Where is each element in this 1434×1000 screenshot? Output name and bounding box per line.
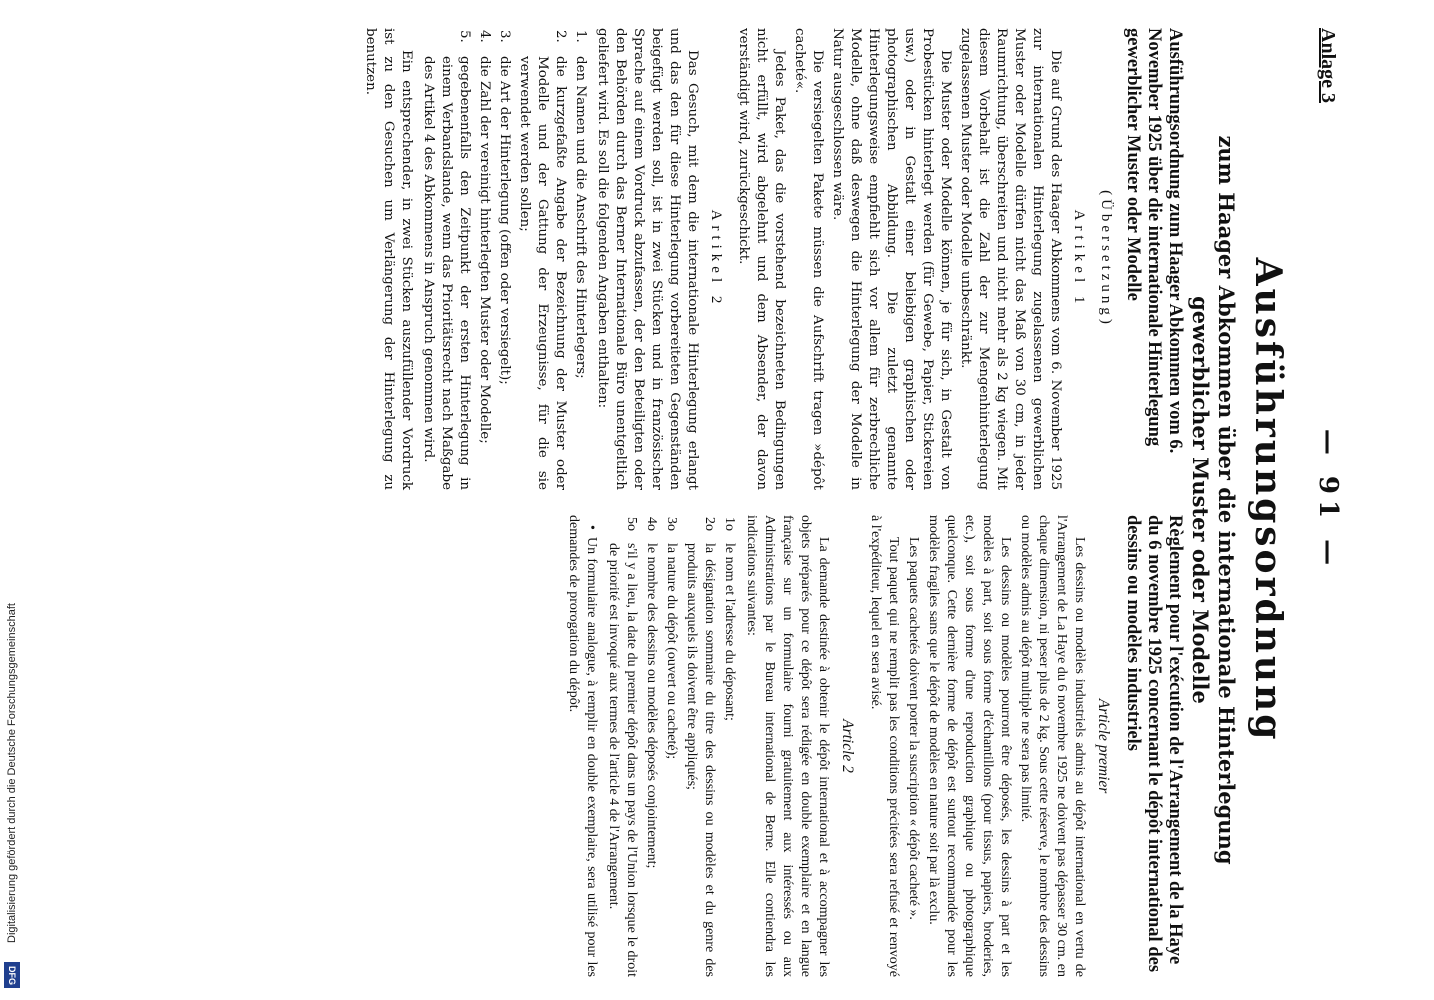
french-indications-list: [604, 515, 738, 977]
french-art1-para-1: Les dessins ou modèles industriels admis au dépôt international en vertu de l'Arrangement de La Haye du 6 novembre 1925 ne doivent pas dépasser 30 cm. en chaque dimension, ni peser plus de 2 kg. Sous cette réserve, le nombre des dessins ou modèles admis au dépôt multiple ne sera pas limité.: [1018, 515, 1087, 977]
list-item: [604, 515, 640, 977]
item-text: s'il y a lieu, la date du premier dépôt dans un pays de l'Union lorsque le droit de priorité est invoqué aux termes de l'article 4 de l'Arrangement.: [606, 543, 639, 977]
document-title: Ausführungsordnung: [1247, 257, 1289, 743]
list-item: [662, 515, 680, 977]
item-number: 2o: [702, 517, 717, 531]
german-article-1-title: Artikel 1: [1071, 209, 1087, 309]
french-art2-para-2: [564, 515, 600, 977]
item-text: die kurzgefaßte Angabe der Bezeichnung der Muster oder Modelle und der Gattung der Erzeugnisse, für die sie verwendet werden sollen;: [517, 56, 568, 490]
german-column: [359, 28, 1185, 490]
item-text: gegebenenfalls den Zeitpunkt der ersten Hinterlegung in einem Verbandslande, wenn das Prioritätsrecht nach Maßgabe des Artikel 4 des Abkommens in Anspruch genommen wird.: [421, 56, 472, 490]
funding-note-text: Digitalisierung gefördert durch die Deutsche Forschungsgemeinschaft: [6, 603, 18, 943]
list-item: [720, 515, 738, 977]
list-item: [682, 515, 718, 977]
subtitle-line-2: gewerblicher Muster oder Modelle: [1188, 296, 1213, 704]
item-text: den Namen und die Anschrift des Hinterlegers;: [573, 56, 588, 379]
translation-note: (Übersetzung): [1098, 190, 1114, 328]
item-number: 4o: [644, 517, 659, 531]
item-text: die Zahl der vereinigt hinterlegten Muster oder Modelle;: [477, 56, 492, 444]
french-column: [562, 515, 1185, 977]
list-item: [475, 28, 493, 490]
list-item: [571, 28, 589, 490]
item-text: le nombre des dessins ou modèles déposés conjointement;: [644, 543, 659, 869]
item-number: 5o: [624, 517, 639, 531]
item-text: die Art der Hinterlegung (offen oder versiegelt);: [497, 56, 512, 385]
item-text: la désignation sommaire du titre des dessins ou modèles et du genre des produits auxquels ils doivent être appliqués;: [684, 543, 717, 977]
digitization-note: [2, 0, 24, 994]
item-number: 4.: [477, 30, 492, 43]
document-page: [67, 10, 1367, 990]
german-article-2-title: Artikel 2: [708, 209, 724, 309]
french-art2-para-2-text: Un formulaire analogue, à remplir en double exemplaire, sera utilisé pour les demandes de prorogation du dépôt.: [566, 515, 599, 977]
item-number: 1o: [722, 517, 737, 531]
subtitle-line-1: zum Haager Abkommen über die internationale Hinterlegung: [1214, 135, 1239, 865]
list-item: [495, 28, 513, 490]
german-art2-para-2: Ein entsprechender, in zwei Stücken auszufüllender Vordruck ist zu den Gesuchen um Verlängerung der Hinterlegung zu benutzen.: [363, 28, 414, 490]
german-art1-para-3: Die versiegelten Pakete müssen die Aufschrift tragen »dépôt cacheté«.: [792, 28, 825, 490]
list-item: [515, 28, 569, 490]
item-text: la nature du dépôt (ouvert ou cacheté);: [664, 543, 679, 760]
german-art1-para-4: Jedes Paket, das die vorstehend bezeichneten Bedingungen nicht erfüllt, wird abgelehnt und dem Absender, der davon verständigt wird, zurückgeschickt.: [736, 28, 787, 490]
french-art2-para-1: La demande destinée à obtenir le dépôt international et à accompagner les objets préparés pour ce dépôt sera rédigée en double exemplaire et en langue française sur un formulaire fourni gratuitement aux intéressés ou aux Administrations par le Bureau international de Berne. Elle contiendra les indications suivantes:: [744, 515, 831, 977]
german-art1-para-1: Die auf Grund des Haager Abkommens vom 6. November 1925 zur internationalen Hinterlegung zugelassenen gewerblichen Muster oder Modelle dürfen nicht das Maß von 30 cm, in jeder Raumrichtung, überschreiten und nicht mehr als 2 kg wiegen. Mit diesem Vorbehalt ist die Zahl der zur Mengenhinterlegung zugelassenen Muster oder Modelle unbeschränkt.: [958, 28, 1063, 490]
german-heading: Ausführungsordnung zum Haager Abkommen vom 6. November 1925 über die internationale Hinterlegung gewerblicher Muster oder Modelle: [1123, 28, 1185, 454]
french-art1-para-4: Tout paquet qui ne remplit pas les conditions précitées sera refusé et renvoyé à l'expéditeur, lequel en sera avisé.: [868, 515, 901, 977]
item-number: 5.: [457, 30, 472, 43]
item-number: 3o: [664, 517, 679, 531]
french-art1-para-2: Les dessins ou modèles pourront être déposés, les dessins à part et les modèles à part, soit sous forme d'échantillons (pour tissus, papiers, broderies, etc.), soit sous forme d'une reproduction graphique ou photographique quelconque. Cette dernière forme de dépôt est surtout recommandée pour les modèles fragiles sans que le dépôt de modèles en nature soit par là exclu.: [926, 515, 1013, 977]
german-indications-list: [419, 28, 589, 490]
german-art2-para-1: Das Gesuch, mit dem die internationale Hinterlegung erlangt und das den für diese Hinterlegung vorbereiteten Gegenständen beigefügt werden soll, ist in zwei Stücken und in französischer Sprache auf einem Vordruck abzufassen, der den Beteiligten oder den Behörden durch das Berner Internationale Büro unentgeltlich geliefert wird. Es soll die folgenden Angaben enthalten:: [595, 28, 700, 490]
item-text: le nom et l'adresse du déposant;: [722, 543, 737, 721]
german-art1-para-2: Die Muster oder Modelle können, je für sich, in Gestalt von Probestücken hinterlegt werden (für Gewebe, Papier, Stickereien usw.) oder in Gestalt einer beliebigen graphischen oder photographischen Abbildung. Die zuletzt genannte Hinterlegungsweise empfiehlt sich vor allem für zerbrechliche Modelle, ohne daß deswegen die Hinterlegung der Modelle in Natur ausgeschlossen wäre.: [830, 28, 953, 490]
document-subtitle: [1187, 10, 1239, 990]
french-article-2-title: Article 2: [839, 719, 856, 773]
bullet-mark: •: [584, 525, 599, 530]
item-number: 1.: [573, 30, 588, 43]
list-item: [642, 515, 660, 977]
item-number: 3.: [497, 30, 512, 43]
annex-label: Anlage 3: [1317, 28, 1339, 103]
french-article-1-title: Article premier: [1095, 698, 1112, 794]
list-item: [419, 28, 473, 490]
page-number: — 91 —: [1313, 428, 1343, 572]
french-heading: Règlement pour l'exécution de l'Arrangement de la Haye du 6 novembre 1925 concernant le dépôt international des dessins ou modèles industriels: [1123, 515, 1185, 973]
french-art1-para-3: Les paquets cachetés doivent porter la suscription « dépôt cacheté ».: [906, 537, 921, 920]
item-number: 2.: [553, 30, 568, 43]
dfg-logo: DFG: [4, 962, 20, 988]
